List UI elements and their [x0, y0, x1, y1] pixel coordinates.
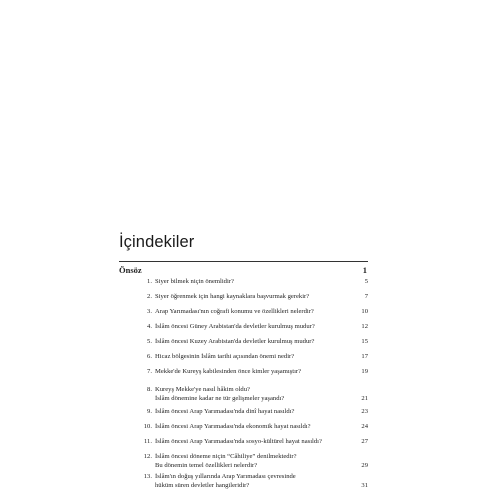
toc-entry-title — [155, 437, 345, 446]
toc-entry-page: 15 — [361, 338, 368, 345]
toc-entry[interactable] — [119, 292, 368, 301]
toc-entry-number: 13. — [143, 473, 152, 480]
toc-entry-title — [155, 422, 345, 431]
toc-title: İçindekiler — [119, 233, 195, 251]
toc-entry-number: 10. — [143, 423, 152, 430]
toc-entry[interactable] — [119, 385, 368, 403]
toc-entry-title — [155, 407, 345, 416]
toc-entry-number: 8. — [147, 386, 152, 393]
toc-entry-title-line: hüküm süren devletler hangileridir? — [155, 482, 250, 489]
toc-entry-title — [155, 277, 345, 286]
toc-entry-number: 7. — [147, 368, 152, 375]
toc-entry-title-line: Bu dönemin temel özellikleri nelerdir? — [155, 462, 258, 469]
toc-entry[interactable] — [119, 307, 368, 316]
toc-entry-page: 10 — [361, 308, 368, 315]
toc-entry-title-line: İslâm'ın doğuş yıllarında Arap Yarımadası çevresinde — [155, 473, 296, 480]
toc-entry-page: 5 — [364, 278, 368, 285]
toc-entry-title — [155, 307, 345, 316]
toc-entry-title-line: Kureyş Mekke'ye nasıl hâkim oldu? — [155, 386, 250, 393]
toc-entry[interactable] — [119, 367, 368, 376]
toc-entry[interactable] — [119, 437, 368, 446]
toc-entry-title — [155, 472, 345, 490]
toc-entry[interactable] — [119, 277, 368, 286]
toc-entry-number: 5. — [147, 338, 152, 345]
toc-entry-title — [155, 292, 345, 301]
toc-entry[interactable] — [119, 352, 368, 361]
title-divider — [119, 261, 368, 262]
toc-entry-number: 6. — [147, 353, 152, 360]
toc-entry[interactable] — [119, 337, 368, 346]
toc-entry-page: 7 — [364, 293, 368, 300]
toc-entry-title-line: İslâm öncesi döneme niçin “Câhiliye” denilmektedir? — [155, 453, 297, 460]
toc-entry-title — [155, 452, 345, 470]
preface-label: Önsöz — [119, 265, 142, 275]
toc-entry[interactable] — [119, 472, 368, 490]
toc-entry-page: 17 — [361, 353, 368, 360]
toc-entry-page: 21 — [361, 395, 368, 402]
toc-entry-title-line: Mekke'de Kureyş kabilesinden önce kimler yaşamıştır? — [155, 368, 302, 375]
toc-entry[interactable] — [119, 322, 368, 331]
toc-entry-page: 12 — [361, 323, 368, 330]
toc-entry-page: 19 — [361, 368, 368, 375]
toc-entry-title-line: İslâm öncesi Arap Yarımadası'nda dinî hayat nasıldı? — [155, 408, 295, 415]
toc-entry-title-line: İslâm öncesi Arap Yarımadası'nda sosyo-kültürel hayat nasıldı? — [155, 438, 322, 445]
toc-entry[interactable] — [119, 407, 368, 416]
toc-entry-title — [155, 352, 345, 361]
toc-entry[interactable] — [119, 452, 368, 470]
toc-entry-title-line: Siyer bilmek niçin önemlidir? — [155, 278, 234, 285]
toc-entry-title — [155, 385, 345, 403]
toc-entry-number: 2. — [147, 293, 152, 300]
toc-entry-page: 27 — [361, 438, 368, 445]
toc-entry-title-line: Hicaz bölgesinin İslâm tarihi açısından önemi nedir? — [155, 353, 295, 360]
toc-entry-title — [155, 322, 345, 331]
toc-entry-title-line: Siyer öğrenmek için hangi kaynaklara başvurmak gerekir? — [155, 293, 310, 300]
toc-entry[interactable] — [119, 422, 368, 431]
toc-entry-page: 31 — [361, 482, 368, 489]
toc-entry-title-line: Arap Yarımadası'nın coğrafi konumu ve özellikleri nelerdir? — [155, 308, 314, 315]
toc-entry-title-line: İslâm öncesi Arap Yarımadası'nda ekonomik hayat nasıldı? — [155, 423, 311, 430]
toc-entry-title-line: İslâm öncesi Kuzey Arabistan'da devletler kurulmuş mudur? — [155, 338, 315, 345]
preface-page: 1 — [362, 265, 367, 275]
toc-entry-page: 24 — [361, 423, 368, 430]
toc-entry-number: 4. — [147, 323, 152, 330]
toc-entry-page: 29 — [361, 462, 368, 469]
toc-entry-number: 3. — [147, 308, 152, 315]
toc-entry-number: 11. — [144, 438, 152, 445]
toc-entry-title-line: İslâm dönemine kadar ne tür gelişmeler yaşandı? — [155, 395, 285, 402]
toc-entry-title — [155, 367, 345, 376]
toc-entry-page: 23 — [361, 408, 368, 415]
toc-entry-number: 12. — [143, 453, 152, 460]
toc-entry-number: 1. — [147, 278, 152, 285]
toc-entry-title-line: İslâm öncesi Güney Arabistan'da devletler kurulmuş mudur? — [155, 323, 315, 330]
toc-entry-title — [155, 337, 345, 346]
toc-entry-number: 9. — [147, 408, 152, 415]
